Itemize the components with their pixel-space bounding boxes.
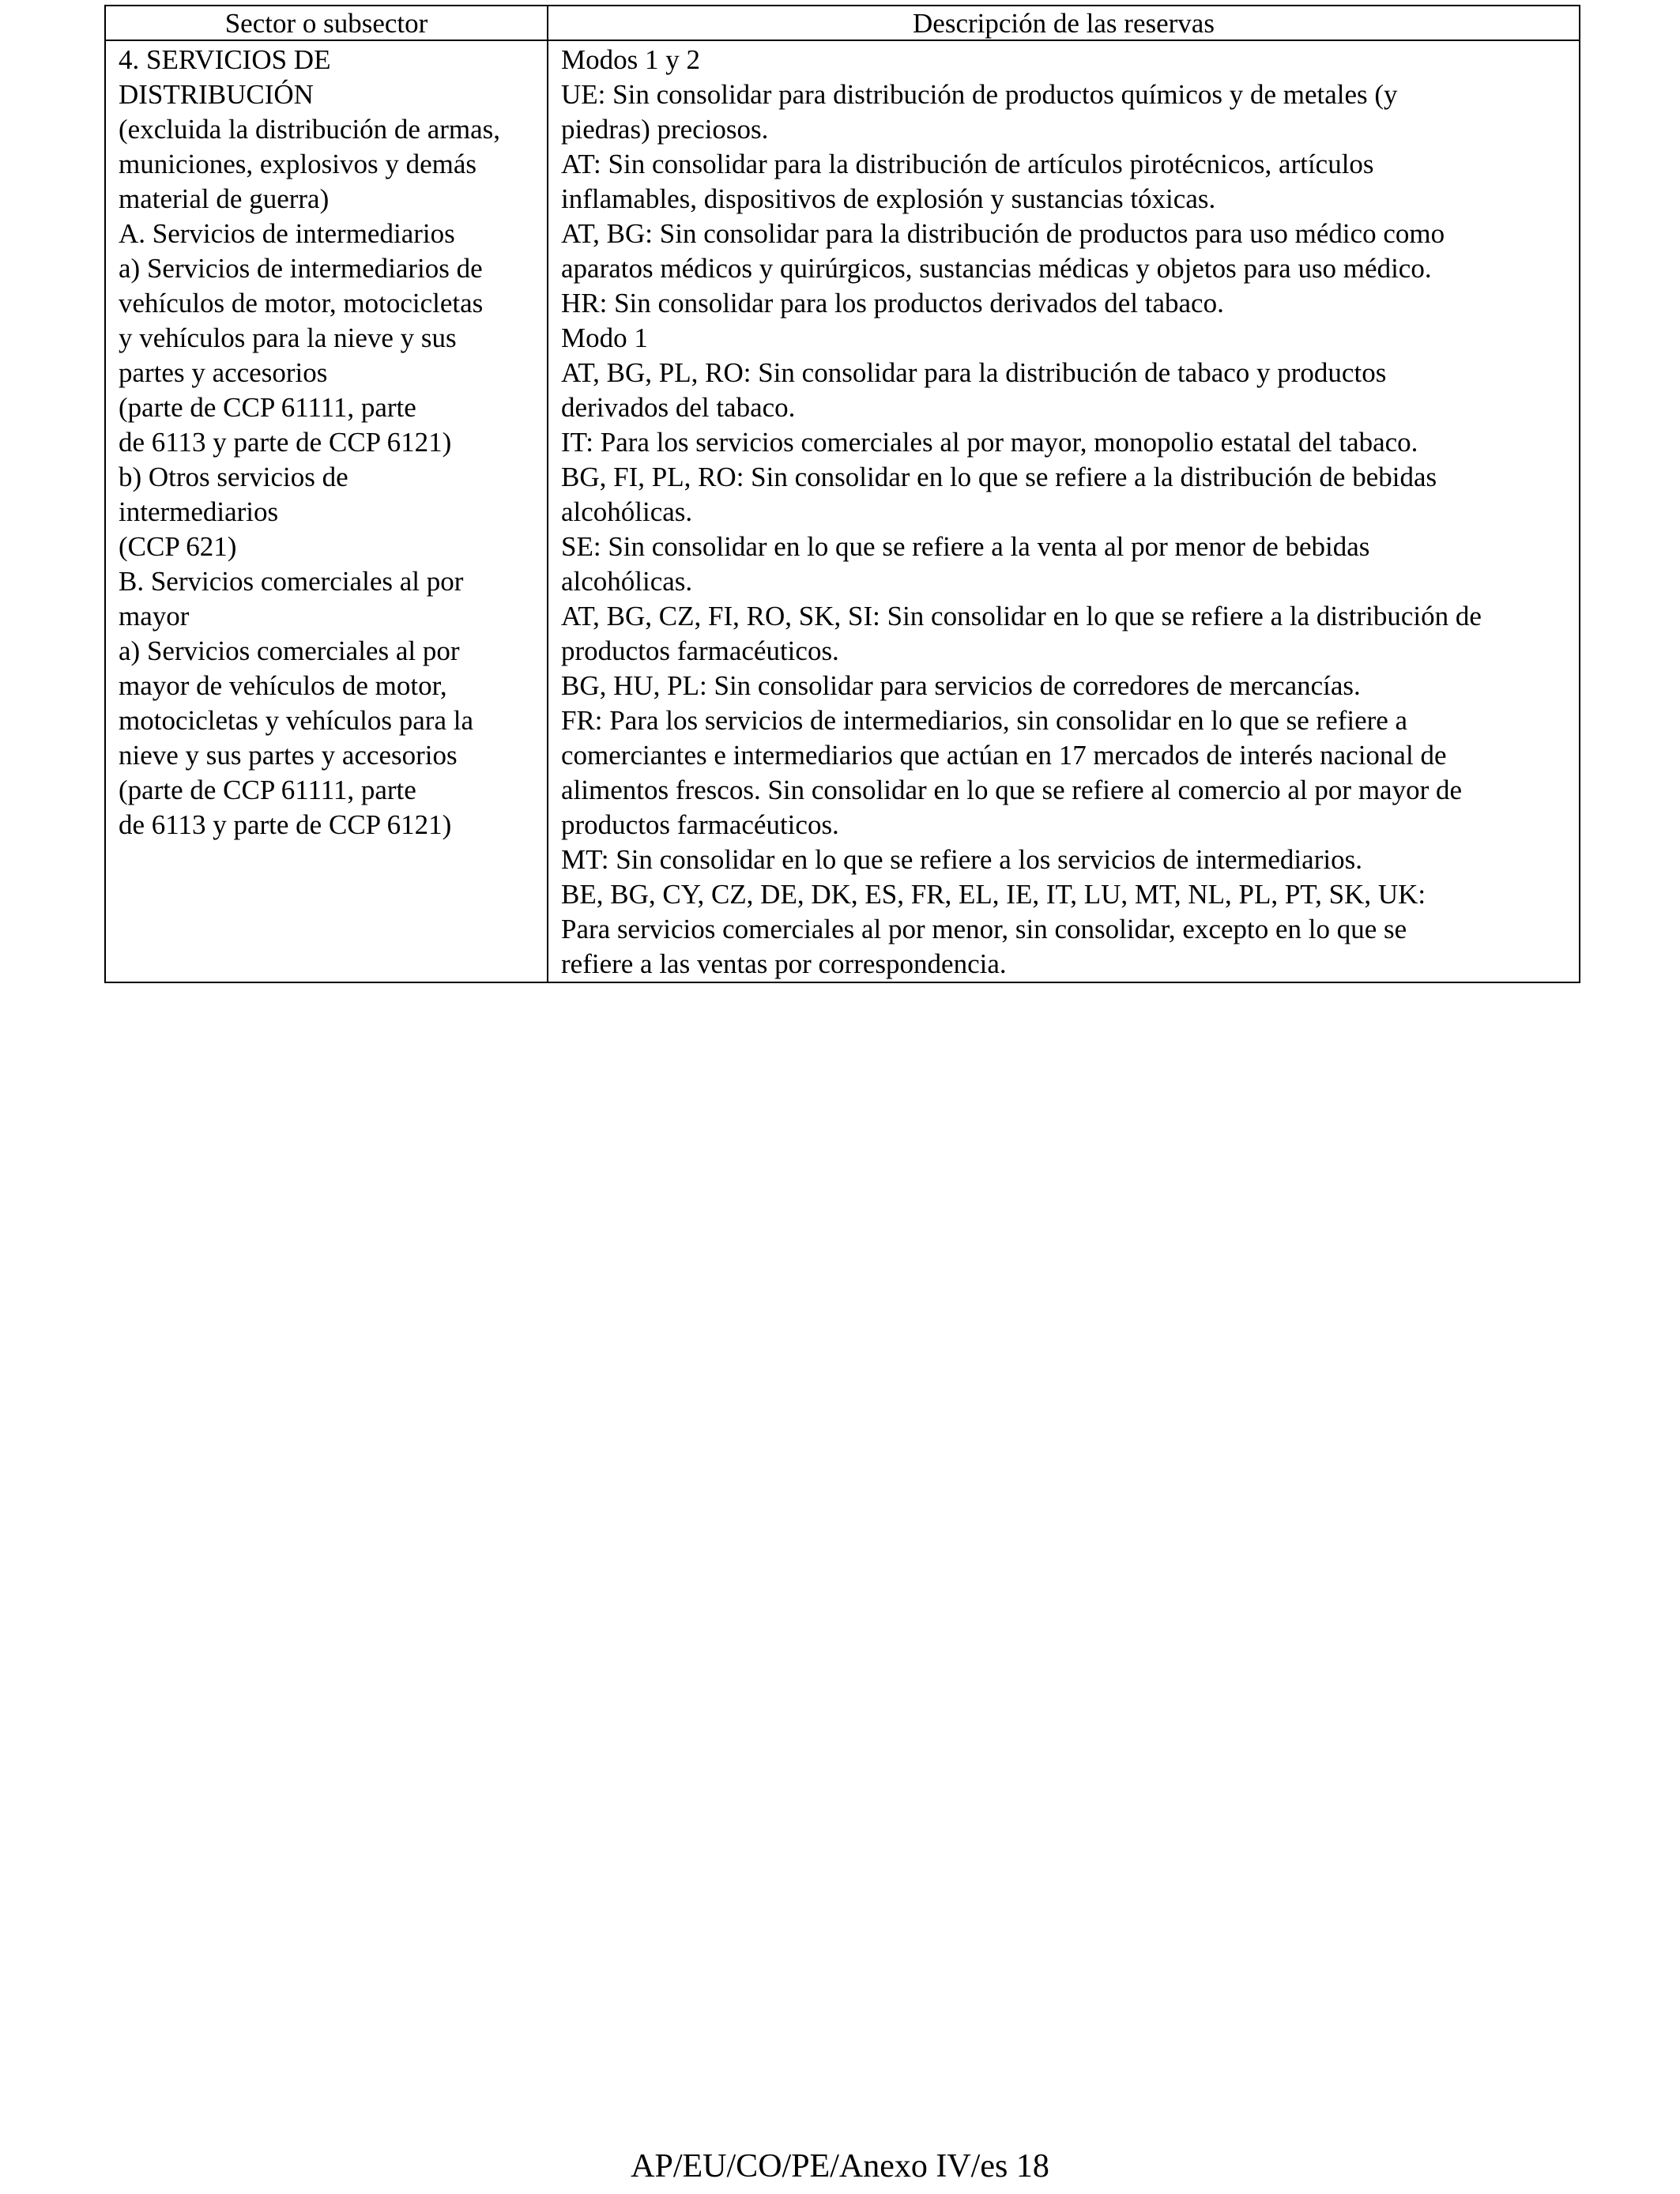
sector-line: a) Servicios comerciales al por bbox=[119, 635, 460, 666]
description-line: SE: Sin consolidar en lo que se refiere a la venta al por menor de bebidas bbox=[561, 531, 1370, 562]
sector-line: (parte de CCP 61111, parte bbox=[119, 392, 416, 423]
sector-line: intermediarios bbox=[119, 496, 279, 527]
description-line: FR: Para los servicios de intermediarios, sin consolidar en lo que se refiere a bbox=[561, 705, 1408, 736]
description-line: IT: Para los servicios comerciales al por mayor, monopolio estatal del tabaco. bbox=[561, 427, 1418, 458]
sector-line: A. Servicios de intermediarios bbox=[119, 218, 455, 249]
description-line: aparatos médicos y quirúrgicos, sustancias médicas y objetos para uso médico. bbox=[561, 253, 1432, 284]
description-line: piedras) preciosos. bbox=[561, 114, 769, 145]
description-line: MT: Sin consolidar en lo que se refiere a los servicios de intermediarios. bbox=[561, 844, 1362, 875]
sector-line: b) Otros servicios de bbox=[119, 462, 348, 492]
description-line: Modos 1 y 2 bbox=[561, 44, 700, 75]
sector-line: de 6113 y parte de CCP 6121) bbox=[119, 809, 452, 840]
description-line: refiere a las ventas por correspondencia. bbox=[561, 948, 1007, 979]
header-sector: Sector o subsector bbox=[105, 6, 548, 40]
description-line: alcohólicas. bbox=[561, 566, 693, 597]
description-line: BE, BG, CY, CZ, DE, DK, ES, FR, EL, IE, IT, LU, MT, NL, PL, PT, SK, UK: bbox=[561, 879, 1426, 910]
sector-line: mayor bbox=[119, 601, 190, 631]
description-line: HR: Sin consolidar para los productos derivados del tabaco. bbox=[561, 288, 1224, 319]
description-line: AT, BG: Sin consolidar para la distribución de productos para uso médico como bbox=[561, 218, 1445, 249]
reservations-table bbox=[104, 5, 1580, 983]
description-cell bbox=[548, 40, 1580, 982]
description-line: inflamables, dispositivos de explosión y sustancias tóxicas. bbox=[561, 183, 1216, 214]
sector-line: B. Servicios comerciales al por bbox=[119, 566, 464, 597]
sector-line: 4. SERVICIOS DE bbox=[119, 44, 331, 75]
description-line: Para servicios comerciales al por menor, sin consolidar, excepto en lo que se bbox=[561, 914, 1407, 944]
sector-line: (parte de CCP 61111, parte bbox=[119, 775, 416, 805]
sector-line: (excluida la distribución de armas, bbox=[119, 114, 501, 145]
sector-line: a) Servicios de intermediarios de bbox=[119, 253, 483, 284]
description-line: alimentos frescos. Sin consolidar en lo que se refiere al comercio al por mayor de bbox=[561, 775, 1463, 805]
sector-line: vehículos de motor, motocicletas bbox=[119, 288, 484, 319]
sector-line: nieve y sus partes y accesorios bbox=[119, 740, 458, 771]
sector-line: DISTRIBUCIÓN bbox=[119, 79, 314, 110]
header-description: Descripción de las reservas bbox=[548, 6, 1580, 40]
sector-line: partes y accesorios bbox=[119, 357, 328, 388]
sector-line: mayor de vehículos de motor, bbox=[119, 670, 447, 701]
description-line: Modo 1 bbox=[561, 322, 648, 353]
description-line: AT: Sin consolidar para la distribución de artículos pirotécnicos, artículos bbox=[561, 149, 1374, 179]
description-line: BG, FI, PL, RO: Sin consolidar en lo que se refiere a la distribución de bebidas bbox=[561, 462, 1437, 492]
description-line: UE: Sin consolidar para distribución de productos químicos y de metales (y bbox=[561, 79, 1398, 110]
sector-line: de 6113 y parte de CCP 6121) bbox=[119, 427, 452, 458]
description-line: alcohólicas. bbox=[561, 496, 693, 527]
page-footer: AP/EU/CO/PE/Anexo IV/es 18 bbox=[631, 2148, 1049, 2185]
description-line: BG, HU, PL: Sin consolidar para servicios de corredores de mercancías. bbox=[561, 670, 1361, 701]
sector-line: y vehículos para la nieve y sus bbox=[119, 322, 457, 353]
description-line: productos farmacéuticos. bbox=[561, 635, 839, 666]
description-line: comerciantes e intermediarios que actúan en 17 mercados de interés nacional de bbox=[561, 740, 1447, 771]
sector-cell bbox=[105, 40, 548, 982]
sector-line: municiones, explosivos y demás bbox=[119, 149, 477, 179]
sector-line: (CCP 621) bbox=[119, 531, 237, 562]
description-line: derivados del tabaco. bbox=[561, 392, 796, 423]
description-line: AT, BG, PL, RO: Sin consolidar para la distribución de tabaco y productos bbox=[561, 357, 1387, 388]
description-line: productos farmacéuticos. bbox=[561, 809, 839, 840]
sector-line: motocicletas y vehículos para la bbox=[119, 705, 474, 736]
sector-line: material de guerra) bbox=[119, 183, 330, 214]
description-line: AT, BG, CZ, FI, RO, SK, SI: Sin consolidar en lo que se refiere a la distribución de bbox=[561, 601, 1482, 631]
table-header-row bbox=[105, 6, 1580, 40]
table-row bbox=[105, 40, 1580, 982]
